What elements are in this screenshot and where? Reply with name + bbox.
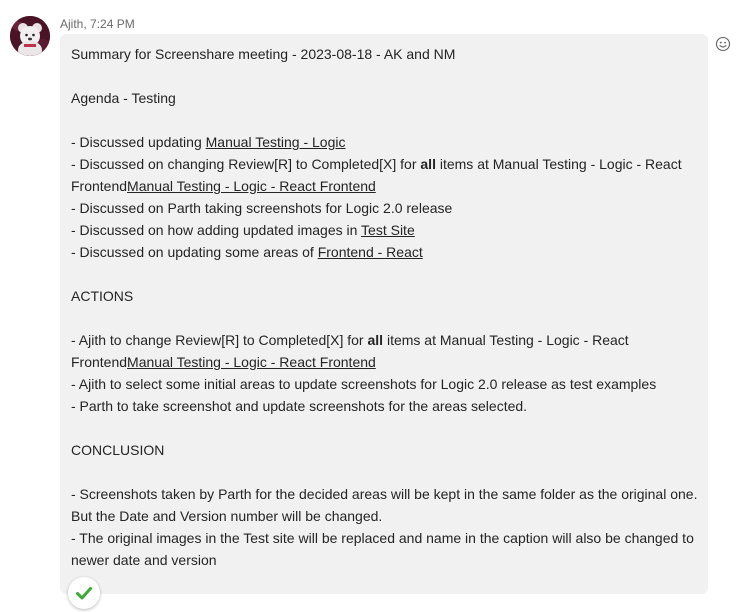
manual-testing-react-frontend-link[interactable]: Manual Testing - Logic - React Frontend (127, 178, 376, 194)
conclusion-line: - Screenshots taken by Parth for the decided areas will be kept in the same folder as the original one. (71, 486, 698, 502)
sender-name: Ajith (60, 17, 84, 31)
avatar[interactable] (10, 16, 50, 56)
frontend-react-link[interactable]: Frontend - React (317, 244, 423, 260)
discussion-line: - Discussed on Parth taking screenshots for Logic 2.0 release (71, 200, 453, 216)
manual-testing-logic-link[interactable]: Manual Testing - Logic (205, 134, 346, 150)
teddy-bear-avatar-icon (10, 16, 50, 56)
message-time: 7:24 PM (90, 17, 135, 31)
actions-heading: ACTIONS (71, 288, 134, 304)
discussion-line: - Discussed on updating some areas of Frontend - React (71, 244, 423, 260)
agenda-line: Agenda - Testing (71, 90, 176, 106)
discussion-line: - Discussed updating Manual Testing - Logic (71, 134, 346, 150)
discussion-line: - Discussed on changing Review[R] to Completed[X] for all items at Manual Testing - Logic - React (71, 156, 682, 172)
discussion-line: FrontendManual Testing - Logic - React Frontend (71, 178, 376, 194)
message-title: Summary for Screenshare meeting - 2023-08-18 - AK and NM (71, 46, 456, 62)
action-line: - Ajith to change Review[R] to Completed[X] for all items at Manual Testing - Logic - React (71, 332, 629, 348)
smiley-icon (715, 36, 731, 52)
check-icon (75, 584, 93, 602)
emoji-reaction-button[interactable] (715, 36, 731, 52)
action-line: FrontendManual Testing - Logic - React Frontend (71, 354, 376, 370)
action-line: - Parth to take screenshot and update screenshots for the areas selected. (71, 398, 528, 414)
check-reaction-badge[interactable] (68, 577, 100, 609)
conclusion-line: newer date and version (71, 552, 217, 568)
conclusion-line: - The original images in the Test site will be replaced and name in the caption will also be changed to (71, 530, 694, 546)
conclusion-line: But the Date and Version number will be changed. (71, 508, 383, 524)
message-body (71, 43, 701, 571)
manual-testing-react-frontend-link[interactable]: Manual Testing - Logic - React Frontend (127, 354, 376, 370)
conclusion-heading: CONCLUSION (71, 442, 165, 458)
test-site-link[interactable]: Test Site (361, 222, 415, 238)
discussion-line: - Discussed on how adding updated images in Test Site (71, 222, 415, 238)
message-meta: Ajith, 7:24 PM (60, 17, 135, 31)
action-line: - Ajith to select some initial areas to update screenshots for Logic 2.0 release as test examples (71, 376, 657, 392)
